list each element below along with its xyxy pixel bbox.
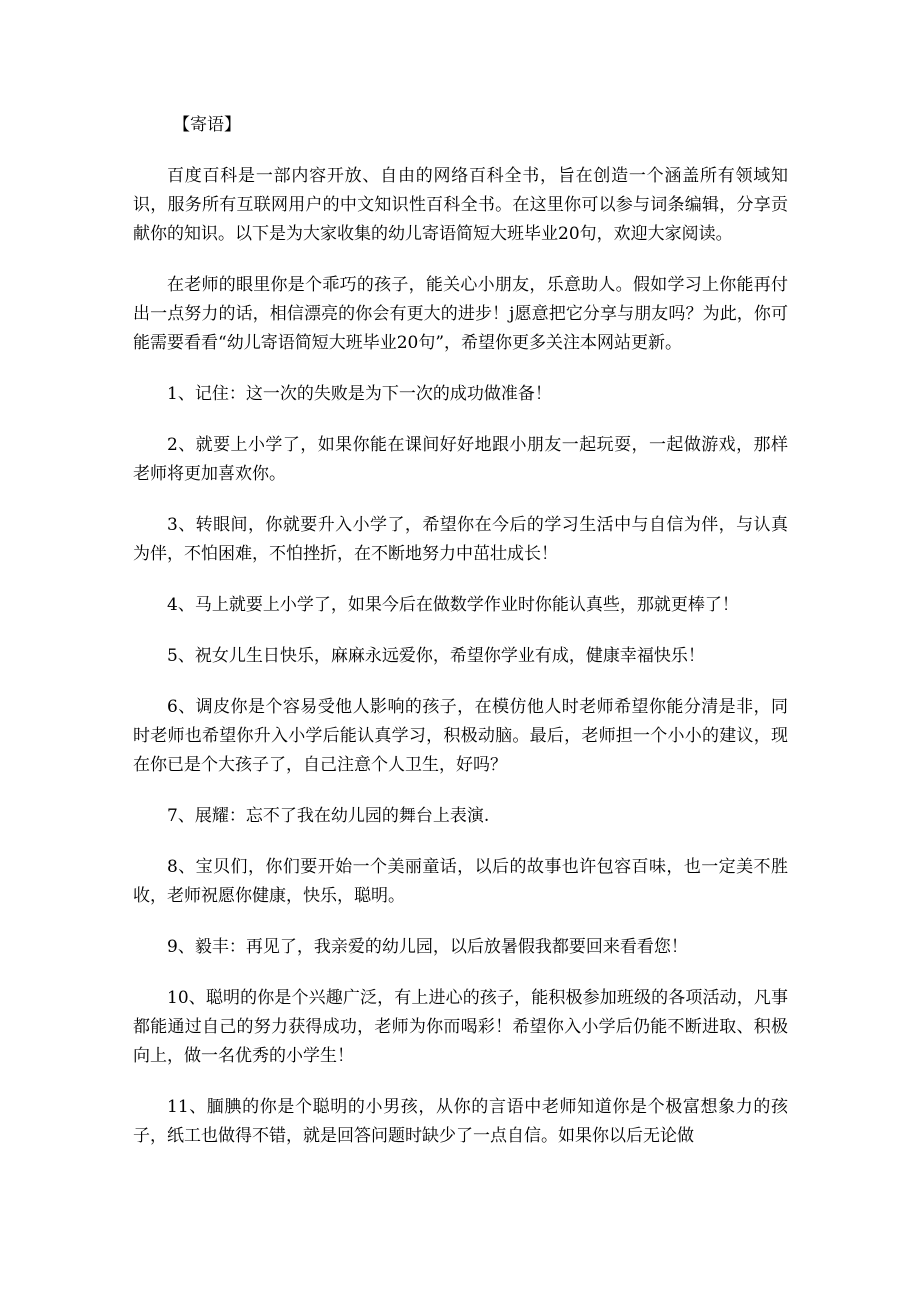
message-item-6: 6、调皮你是个容易受他人影响的孩子，在模仿他人时老师希望你能分清是非，同时老师也希望你升入小学后能认真学习，积极动脑。最后，老师担一个小小的建议，现在你已是个大孩子了，自己注意个人卫生，好吗？ xyxy=(133,697,788,775)
message-item-1: 1、记住：这一次的失败是为下一次的成功做准备！ xyxy=(167,384,552,404)
intro-paragraph-2: 在老师的眼里你是个乖巧的孩子，能关心小朋友，乐意助人。假如学习上你能再付出一点努力的话，相信漂亮的你会有更大的进步！j愿意把它分享与朋友吗？为此，你可能需要看看“幼儿寄语简短大班毕业20句”，希望你更多关注本网站更新。 xyxy=(133,275,788,353)
section-heading: 【寄语】 xyxy=(173,115,241,135)
message-item-3: 3、转眼间，你就要升入小学了，希望你在今后的学习生活中与自信为伴，与认真为伴，不怕困难，不怕挫折，在不断地努力中茁壮成长！ xyxy=(133,515,788,564)
message-item-10: 10、聪明的你是个兴趣广泛，有上进心的孩子，能积极参加班级的各项活动，凡事都能通过自己的努力获得成功，老师为你而喝彩！希望你入小学后仍能不断进取、积极向上，做一名优秀的小学生！ xyxy=(133,988,788,1066)
document-body xyxy=(133,111,788,1173)
message-item-2: 2、就要上小学了，如果你能在课间好好地跟小朋友一起玩耍，一起做游戏，那样老师将更加喜欢你。 xyxy=(133,435,788,484)
message-item-4: 4、马上就要上小学了，如果今后在做数学作业时你能认真些，那就更棒了！ xyxy=(167,595,739,615)
intro-paragraph: 百度百科是一部内容开放、自由的网络百科全书，旨在创造一个涵盖所有领域知识，服务所有互联网用户的中文知识性百科全书。在这里你可以参与词条编辑，分享贡献你的知识。以下是为大家收集的幼儿寄语简短大班毕业20句，欢迎大家阅读。 xyxy=(133,166,788,244)
message-item-8: 8、宝贝们，你们要开始一个美丽童话，以后的故事也许包容百味，也一定美不胜收，老师祝愿你健康，快乐，聪明。 xyxy=(133,857,788,906)
message-item-11: 11、腼腆的你是个聪明的小男孩，从你的言语中老师知道你是个极富想象力的孩子，纸工也做得不错，就是回答问题时缺少了一点自信。如果你以后无论做 xyxy=(133,1097,788,1146)
message-item-9: 9、毅丰：再见了，我亲爱的幼儿园，以后放暑假我都要回来看看您！ xyxy=(167,937,688,957)
message-item-7: 7、展耀：忘不了我在幼儿园的舞台上表演. xyxy=(167,806,490,826)
message-item-5: 5、祝女儿生日快乐，麻麻永远爱你，希望你学业有成，健康幸福快乐！ xyxy=(167,646,705,666)
